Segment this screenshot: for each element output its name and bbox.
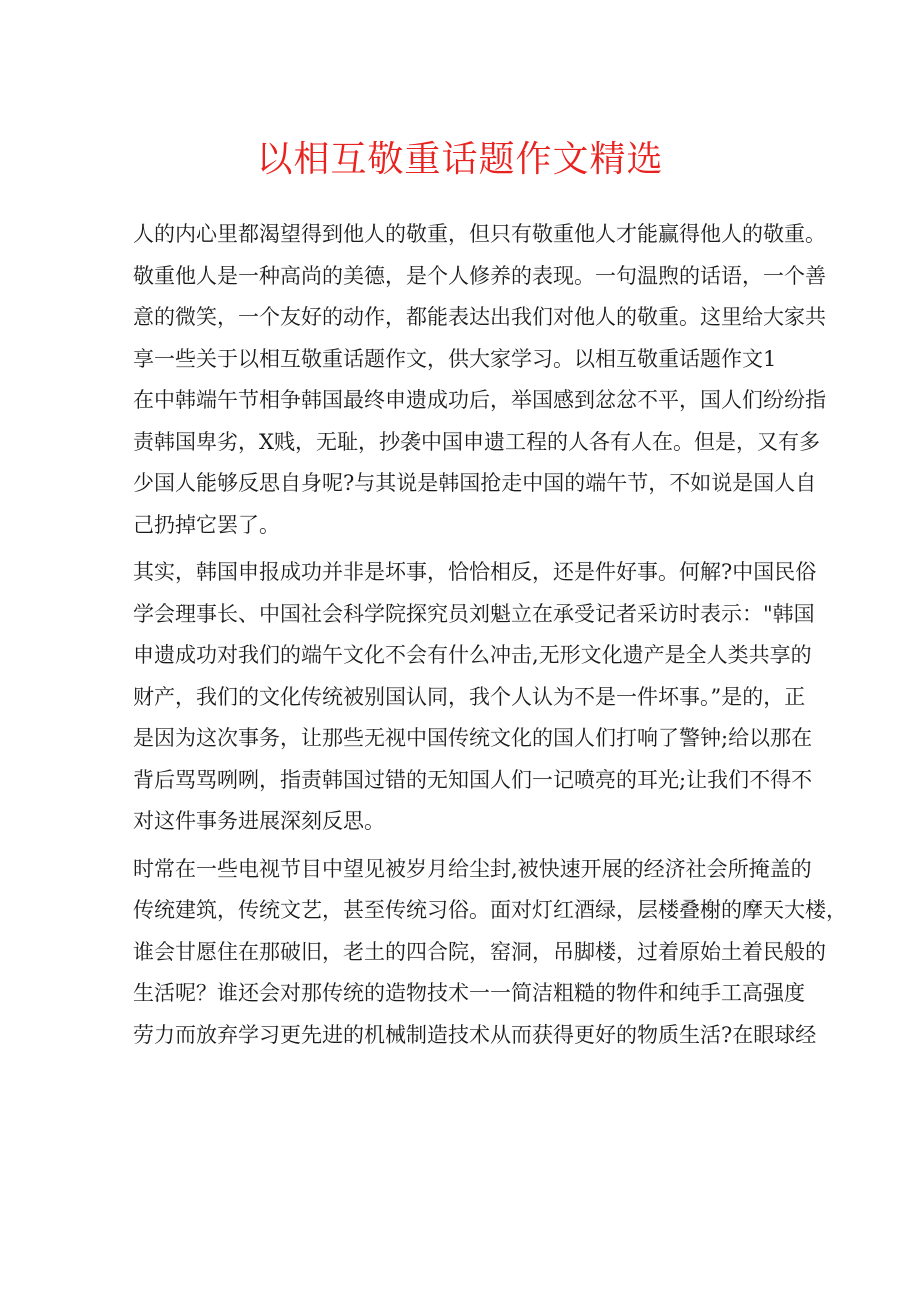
paragraph-dragon-boat [133, 380, 826, 546]
text-line: 是因为这次事务，让那些无视中国传统文化的国人们打响了警钟;给以那在 [133, 726, 813, 750]
text-line: 谁会甘愿住在那破旧，老土的四合院，窑洞，吊脚楼，过着原始土着民般的 [133, 939, 826, 964]
text-line: 时常在一些电视节目中望见被岁月给尘封,被快速开展的经济社会所掩盖的 [133, 856, 812, 881]
text-line: 对这件事务进展深刻反思。 [133, 809, 385, 833]
text-line: 申遗成功对我们的端午文化不会有什么冲击,无形文化遗产是全人类共享的 [133, 643, 812, 667]
text-line: 己扔掉它罢了。 [133, 512, 280, 537]
text-line: 传统建筑，传统文艺，甚至传统习俗。面对灯红酒绿，层楼叠榭的摩天大楼， [133, 898, 847, 922]
text-line: 生活呢？谁还会对那传统的造物技术一一简洁粗糙的物件和纯手工高强度 [133, 981, 805, 1005]
text-line: 劳力而放弃学习更先进的机械制造技术从而获得更好的物质生活?在眼球经 [133, 1022, 817, 1047]
text-line: 财产，我们的文化传统被别国认同，我个人认为不是一件坏事。”是的，正 [133, 684, 806, 709]
text-line: 敬重他人是一种高尚的美德，是个人修养的表现。一句温煦的话语，一个善 [133, 263, 826, 288]
text-line: 少国人能够反思自身呢?与其说是韩国抢走中国的端午节，不如说是国人自 [133, 471, 817, 495]
document-title: 以相互敬重话题作文精选 [256, 139, 664, 180]
paragraph-tradition [133, 849, 847, 1057]
paragraph-intro [133, 214, 826, 380]
text-line: 学会理事长、中国社会科学院探究员刘魁立在承受记者采访时表示："韩国 [133, 601, 815, 626]
text-line: 背后骂骂咧咧，指责韩国过错的无知国人们一记喷亮的耳光;让我们不得不 [133, 767, 813, 792]
document-body [133, 214, 847, 1056]
text-line: 责韩国卑劣，X贱，无耻，抄袭中国申遗工程的人各有人在。但是，又有多 [133, 429, 820, 454]
paragraph-heritage [133, 552, 817, 843]
text-line: 在中韩端午节相争韩国最终申遗成功后，举国感到忿忿不平，国人们纷纷指 [133, 388, 826, 412]
text-line: 人的内心里都渴望得到他人的敬重，但只有敬重他人才能赢得他人的敬重。 [133, 222, 826, 246]
text-line: 享一些关于以相互敬重话题作文，供大家学习。以相互敬重话题作文1 [133, 346, 777, 371]
text-line: 意的微笑，一个友好的动作，都能表达出我们对他人的敬重。这里给大家共 [133, 305, 826, 329]
text-line: 其实，韩国申报成功并非是坏事，恰恰相反，还是件好事。何解?中国民俗 [133, 560, 817, 584]
